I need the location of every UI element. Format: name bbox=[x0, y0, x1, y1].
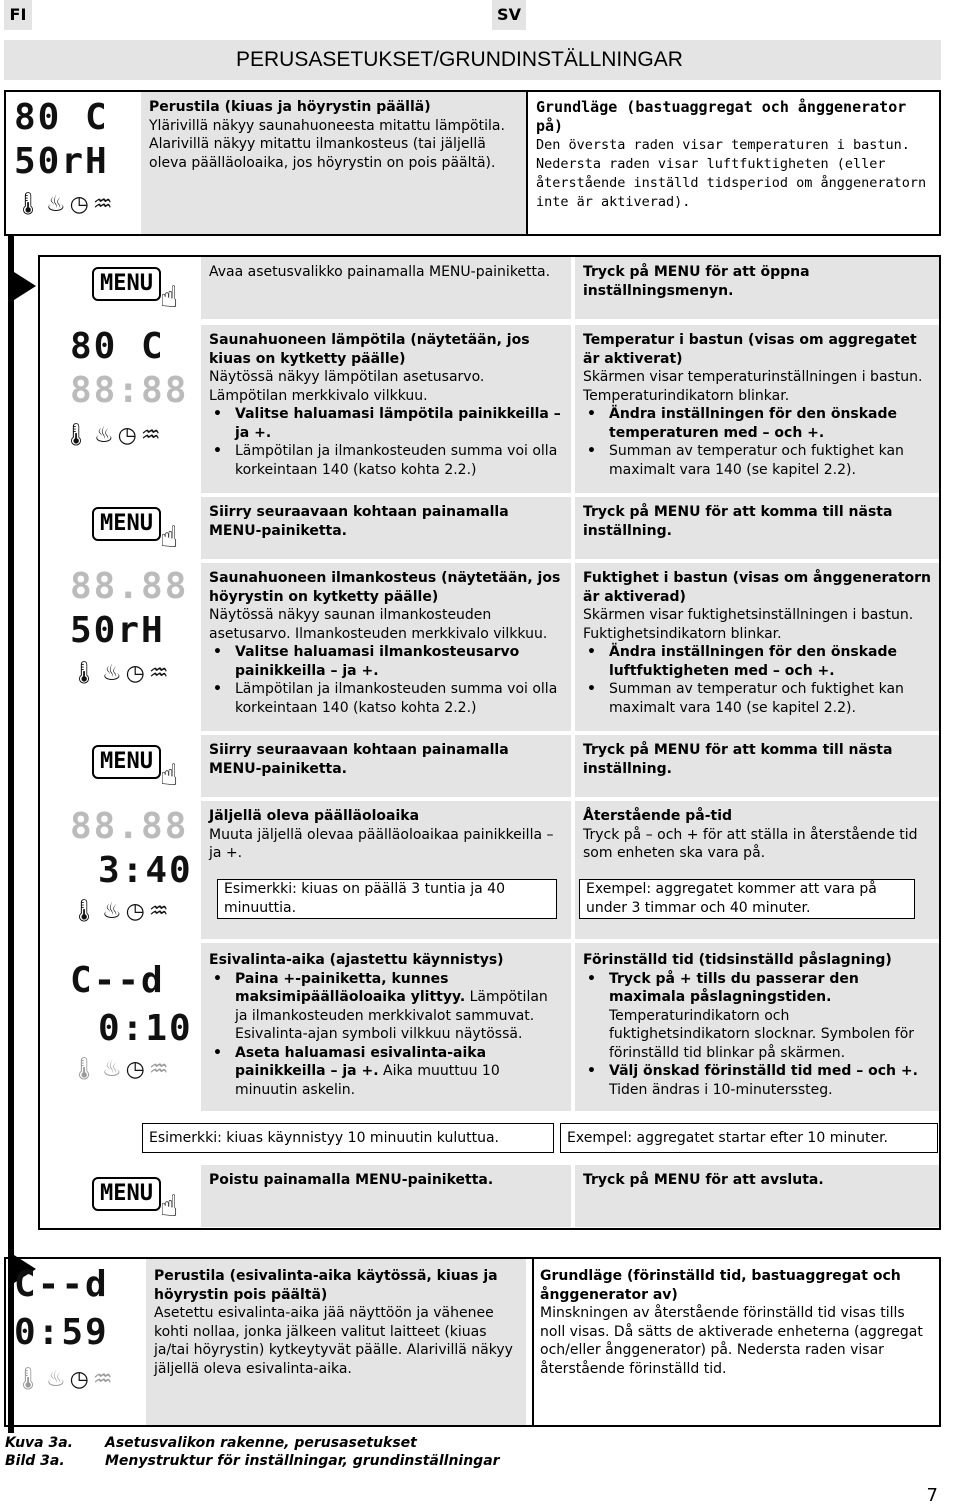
lcd-preset-top: C--d bbox=[70, 960, 165, 1001]
thermometer-icon: 🌡 bbox=[62, 423, 94, 448]
lcd-remain-bottom: 3:40 bbox=[98, 850, 193, 891]
water-icon: ♒ bbox=[148, 1057, 173, 1082]
lcd-preset-bottom: 0:10 bbox=[98, 1008, 193, 1049]
water-icon: ♒ bbox=[148, 661, 173, 686]
water-icon: ♒ bbox=[92, 192, 117, 217]
top-fi-title: Perustila (kiuas ja höyrystin päällä) bbox=[149, 99, 431, 115]
steam-icon: ♨ bbox=[101, 661, 126, 686]
remain-fi-body: Muuta jäljellä olevaa päälläoloaikaa painikkeilla – ja +. bbox=[209, 826, 554, 861]
bottom-sv-title: Grundläge (förinställd tid, bastuaggregat och ånggenerator av) bbox=[540, 1268, 901, 1303]
top-sv-cell bbox=[536, 98, 931, 212]
temp-fi-title: Saunahuoneen lämpötila (näytetään, jos kiuas on kytketty päälle) bbox=[209, 332, 530, 367]
preset-fi-b2-rest: Aika muuttuu 10 minuutin askelin. bbox=[235, 1063, 500, 1098]
thermometer-icon: 🌡 bbox=[14, 192, 46, 217]
caption-sv: Menystruktur för inställningar, grundinställningar bbox=[105, 1453, 500, 1469]
hum-fi bbox=[201, 563, 571, 731]
hum-sv-bullet-1: • Ändra inställningen för den önskade luftfuktigheten med – och +. bbox=[583, 643, 931, 680]
hum-sv-body: Skärmen visar fuktighetsinställningen i bastun. Fuktighetsindikatorn blinkar. bbox=[583, 607, 914, 642]
thermometer-icon: 🌡 bbox=[70, 899, 102, 924]
caption-bild: Bild 3a. bbox=[5, 1453, 65, 1469]
preset-fi-b2-bold: Aseta haluamasi esivalinta-aika painikkeilla – ja +. bbox=[235, 1044, 487, 1079]
bottom-fi-title: Perustila (esivalinta-aika käytössä, kiuas ja höyrystin pois päältä) bbox=[154, 1268, 498, 1303]
clock-icon: ◷ bbox=[125, 1057, 149, 1082]
remain-sv-body: Tryck på – och + för att ställa in återstående tid som enheten ska vara på. bbox=[583, 826, 918, 861]
remain-sv-example: Exempel: aggregatet kommer att vara på under 3 timmar och 40 minuter. bbox=[579, 879, 915, 919]
top-fi-cell bbox=[141, 92, 526, 234]
next1-fi: Siirry seuraavaan kohtaan painamalla MENU-painiketta. bbox=[201, 497, 571, 559]
hum-indicator-icons bbox=[70, 661, 173, 687]
preset-fi-bullet-1 bbox=[209, 970, 563, 1044]
lang-sv-tab: SV bbox=[492, 0, 526, 30]
hum-sv-bullet-2: • Summan av temperatur och fuktighet kan maximalt vara 140 (se kapitel 2.2). bbox=[583, 680, 931, 717]
menu1-fi: Avaa asetusvalikko painamalla MENU-painiketta. bbox=[201, 257, 571, 319]
bottom-sv-body: Minskningen av återstående förinställd tid visas tills noll visas. Då sätts de aktiverade enheterna (aggregat och/eller ånggenerator) på. Nedersta raden visar återstående förinställd tid. bbox=[540, 1305, 923, 1377]
caption-kuva: Kuva 3a. bbox=[5, 1435, 74, 1451]
remain-fi-title: Jäljellä oleva päälläoloaika bbox=[209, 808, 420, 824]
water-icon: ♒ bbox=[148, 899, 173, 924]
hum-fi-bullet-2: • Lämpötilan ja ilmankosteuden summa voi olla korkeintaan 140 (katso kohta 2.2.) bbox=[209, 680, 563, 717]
exit-fi: Poistu painamalla MENU-painiketta. bbox=[201, 1165, 571, 1227]
temp-fi bbox=[201, 325, 571, 493]
exit-sv: Tryck på MENU för att avsluta. bbox=[575, 1165, 939, 1227]
temp-indicator-icons bbox=[62, 423, 165, 449]
steam-icon: ♨ bbox=[101, 1057, 126, 1082]
preset-fi-title: Esivalinta-aika (ajastettu käynnistys) bbox=[209, 952, 504, 968]
lcd-top-row: 80 C bbox=[14, 97, 109, 138]
next1-sv: Tryck på MENU för att komma till nästa inställning. bbox=[575, 497, 939, 559]
menu-button[interactable]: MENU bbox=[92, 267, 161, 301]
thermometer-icon: 🌡 bbox=[14, 1367, 46, 1392]
indicator-icons bbox=[14, 192, 117, 218]
preset-sv-title: Förinställd tid (tidsinställd påslagning) bbox=[583, 952, 892, 968]
lcd-remain-top: 88.88 bbox=[70, 806, 189, 847]
hand-press-icon: ☝ bbox=[160, 1189, 179, 1224]
hand-press-icon: ☝ bbox=[160, 280, 179, 315]
remain-sv-title: Återstående på-tid bbox=[583, 808, 733, 824]
lcd-bottom-bottom: 0:59 bbox=[14, 1312, 109, 1353]
menu-button[interactable]: MENU bbox=[92, 745, 161, 779]
hum-fi-bullet-1: • Valitse haluamasi ilmankosteusarvo painikkeilla – ja +. bbox=[209, 643, 563, 680]
lcd-temp-bottom: 88:88 bbox=[70, 370, 189, 411]
preset-fi-example: Esimerkki: kiuas käynnistyy 10 minuutin kuluttua. bbox=[142, 1123, 554, 1153]
flow-arrow bbox=[14, 272, 36, 300]
temp-fi-body: Näytössä näkyy lämpötilan asetusarvo. Lämpötilan merkkivalo vilkkuu. bbox=[209, 369, 485, 404]
next2-sv: Tryck på MENU för att komma till nästa inställning. bbox=[575, 735, 939, 797]
lcd-hum-bottom: 50rH bbox=[70, 610, 165, 651]
thermometer-icon: 🌡 bbox=[70, 1057, 102, 1082]
hand-press-icon: ☝ bbox=[160, 520, 179, 555]
bottom-sv bbox=[540, 1267, 932, 1378]
hum-fi-body: Näytössä näkyy saunan ilmankosteuden asetusarvo. Ilmankosteuden merkkivalo vilkkuu. bbox=[209, 607, 548, 642]
lcd-bottom-row: 50rH bbox=[14, 141, 109, 182]
main-panel bbox=[38, 255, 941, 1230]
next2-fi: Siirry seuraavaan kohtaan painamalla MENU-painiketta. bbox=[201, 735, 571, 797]
top-fi-body: Ylärivillä näkyy saunahuoneesta mitattu lämpötila. Alarivillä näkyy mitattu ilmankosteus (tai jäljellä oleva päälläoloaika, jos höyrystin on pois päältä). bbox=[149, 117, 505, 171]
steam-icon: ♨ bbox=[45, 1367, 70, 1392]
preset-sv-b1-rest: Temperaturindikatorn och fuktighetsindikatorn slocknar. Symbolen för förinställd tid blinkar på skärmen. bbox=[609, 1007, 915, 1061]
bottom-section bbox=[4, 1257, 941, 1427]
preset-sv-bullet-2 bbox=[583, 1062, 931, 1099]
clock-icon: ◷ bbox=[69, 1367, 93, 1392]
lcd-temp-top: 80 C bbox=[70, 326, 165, 367]
top-sv-body: Den översta raden visar temperaturen i bastun. Nedersta raden visar luftfuktigheten (eller återstående inställd tidsperiod om ånggeneratorn inte är aktiverad). bbox=[536, 137, 927, 210]
bottom-indicator-icons bbox=[14, 1367, 117, 1393]
top-section bbox=[4, 90, 941, 236]
temp-fi-bullet-2: • Lämpötilan ja ilmankosteuden summa voi olla korkeintaan 140 (katso kohta 2.2.) bbox=[209, 442, 563, 479]
caption-fi: Asetusvalikon rakenne, perusasetukset bbox=[105, 1435, 417, 1451]
preset-indicator-icons bbox=[70, 1057, 173, 1083]
bottom-fi-body: Asetettu esivalinta-aika jää näyttöön ja vähenee kohti nollaa, jonka jälkeen valitut laitteet (kiuas ja/tai höyrystin) kytkeytyvät päälle. Alarivillä näkyy jäljellä oleva esivalinta-aika. bbox=[154, 1305, 513, 1377]
page-number: 7 bbox=[926, 1485, 938, 1505]
preset-fi-b1-rest: Lämpötilan ja ilmankosteuden merkkivalot sammuvat. Esivalinta-ajan symboli vilkkuu näytössä. bbox=[235, 989, 548, 1042]
figure-caption bbox=[5, 1434, 500, 1470]
top-sv-title: Grundläge (bastuaggregat och ånggenerator på) bbox=[536, 98, 907, 135]
remain-indicator-icons bbox=[70, 899, 173, 925]
flow-line bbox=[8, 235, 14, 1433]
hum-fi-title: Saunahuoneen ilmankosteus (näytetään, jos höyrystin on kytketty päälle) bbox=[209, 570, 561, 605]
clock-icon: ◷ bbox=[117, 423, 141, 448]
hand-press-icon: ☝ bbox=[160, 758, 179, 793]
clock-icon: ◷ bbox=[125, 899, 149, 924]
temp-sv-body: Skärmen visar temperaturinställningen i bastun. Temperaturindikatorn blinkar. bbox=[583, 369, 923, 404]
bottom-fi bbox=[146, 1259, 526, 1425]
preset-sv-b1-bold: Tryck på + tills du passerar den maximala påslagningstiden. bbox=[609, 970, 859, 1005]
temp-fi-bullet-1: • Valitse haluamasi lämpötila painikkeilla – ja +. bbox=[209, 405, 563, 442]
preset-sv-bullet-1 bbox=[583, 970, 931, 1063]
steam-icon: ♨ bbox=[101, 899, 126, 924]
clock-icon: ◷ bbox=[125, 661, 149, 686]
remain-sv bbox=[575, 801, 939, 939]
temp-sv-bullet-1: • Ändra inställningen för den önskade temperaturen med – och +. bbox=[583, 405, 931, 442]
hum-sv bbox=[575, 563, 939, 731]
water-icon: ♒ bbox=[140, 423, 165, 448]
menu-button[interactable]: MENU bbox=[92, 1177, 161, 1211]
temp-sv-bullet-2: • Summan av temperatur och fuktighet kan maximalt vara 140 (se kapitel 2.2). bbox=[583, 442, 931, 479]
temp-sv bbox=[575, 325, 939, 493]
preset-fi-bullet-2 bbox=[209, 1044, 563, 1100]
page-title: PERUSASETUKSET/GRUNDINSTÄLLNINGAR bbox=[4, 40, 941, 80]
water-icon: ♒ bbox=[92, 1367, 117, 1392]
remain-fi-example: Esimerkki: kiuas on päällä 3 tuntia ja 40 minuuttia. bbox=[217, 879, 557, 919]
menu1-sv: Tryck på MENU för att öppna inställningsmenyn. bbox=[575, 257, 939, 319]
hum-sv-title: Fuktighet i bastun (visas om ånggeneratorn är aktiverad) bbox=[583, 570, 931, 605]
temp-sv-title: Temperatur i bastun (visas om aggregatet är aktiverat) bbox=[583, 332, 917, 367]
lcd-hum-top: 88.88 bbox=[70, 566, 189, 607]
menu-button[interactable]: MENU bbox=[92, 507, 161, 541]
thermometer-icon: 🌡 bbox=[70, 661, 102, 686]
clock-icon: ◷ bbox=[69, 192, 93, 217]
preset-fi bbox=[201, 943, 571, 1111]
preset-sv-b2-rest: Tiden ändras i 10-minuterssteg. bbox=[609, 1081, 833, 1098]
steam-icon: ♨ bbox=[45, 192, 70, 217]
lcd-bottom-top: C--d bbox=[14, 1264, 109, 1305]
preset-sv bbox=[575, 943, 939, 1111]
preset-sv-b2-bold: Välj önskad förinställd tid med – och +. bbox=[609, 1063, 918, 1079]
preset-sv-example: Exempel: aggregatet startar efter 10 minuter. bbox=[560, 1123, 938, 1153]
lang-fi-tab: FI bbox=[4, 0, 32, 30]
remain-fi bbox=[201, 801, 571, 939]
steam-icon: ♨ bbox=[93, 423, 118, 448]
preset-fi-b1-bold: Paina +-painiketta, kunnes maksimipäälläoloaika ylittyy. bbox=[235, 970, 466, 1005]
